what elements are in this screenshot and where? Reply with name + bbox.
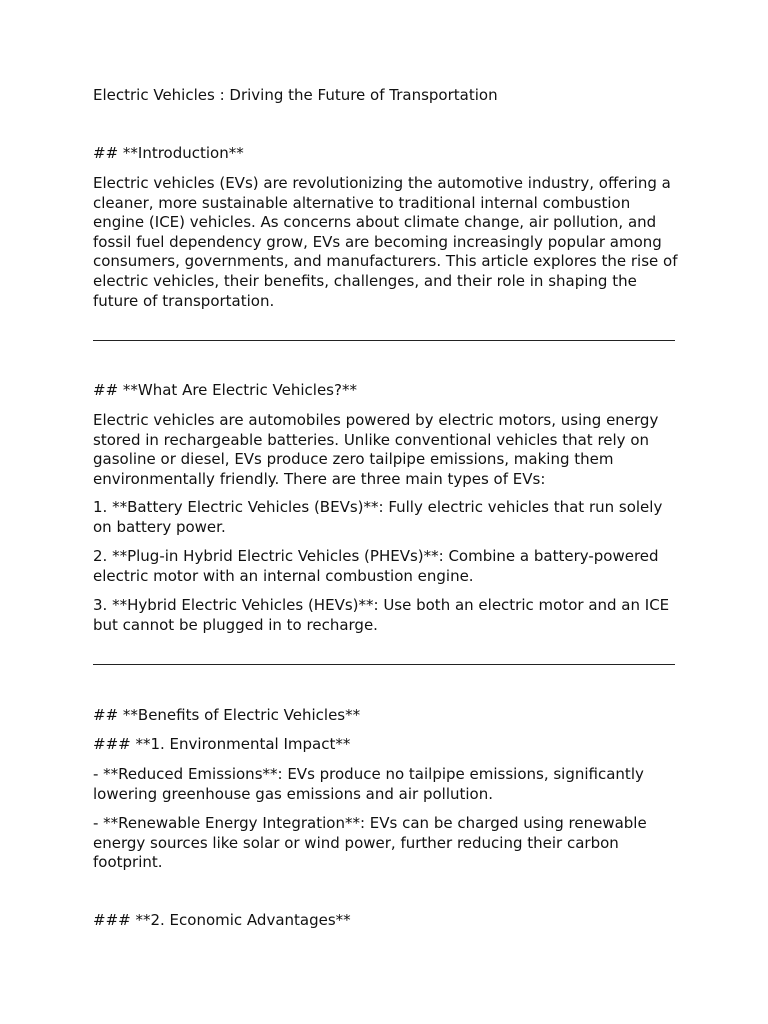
introduction-paragraph: Electric vehicles (EVs) are revolutionizing the automotive industry, offering a cleaner, more sustainable alternative to traditional internal combustion engine (ICE) vehicles. As concerns about climate change, air pollution, and fossil fuel dependency grow, EVs are becoming increasingly popular among consumers, governments, and manufacturers. This article explores the rise of electric vehicles, their benefits, challenges, and their role in shaping the future of transportation.: [93, 174, 678, 310]
what-are-ev-paragraph: Electric vehicles are automobiles powered by electric motors, using energy stored in rechargeable batteries. Unlike conventional vehicles that rely on gasoline or diesel, EVs produce zero tailpipe emissions, making them environmentally friendly. There are three main types of EVs:: [93, 411, 659, 488]
list-item: - **Reduced Emissions**: EVs produce no tailpipe emissions, significantly lowering greenhouse gas emissions and air pollution.: [93, 765, 644, 803]
list-item: 1. **Battery Electric Vehicles (BEVs)**: Fully electric vehicles that run solely on battery power.: [93, 498, 663, 536]
introduction-heading: ## **Introduction**: [93, 144, 244, 162]
economic-advantages-heading: ### **2. Economic Advantages**: [93, 911, 351, 929]
document-title: Electric Vehicles : Driving the Future of Transportation: [93, 86, 498, 104]
list-item: 2. **Plug-in Hybrid Electric Vehicles (PHEVs)**: Combine a battery-powered electric motor with an internal combustion engine.: [93, 547, 659, 585]
what-are-ev-heading: ## **What Are Electric Vehicles?**: [93, 381, 357, 399]
section-divider: [93, 340, 675, 341]
environmental-impact-heading: ### **1. Environmental Impact**: [93, 735, 351, 753]
list-item: - **Renewable Energy Integration**: EVs can be charged using renewable energy sources like solar or wind power, further reducing their carbon footprint.: [93, 814, 647, 872]
section-divider: [93, 664, 675, 665]
benefits-heading: ## **Benefits of Electric Vehicles**: [93, 706, 361, 724]
list-item: 3. **Hybrid Electric Vehicles (HEVs)**: Use both an electric motor and an ICE but cannot be plugged in to recharge.: [93, 596, 670, 634]
